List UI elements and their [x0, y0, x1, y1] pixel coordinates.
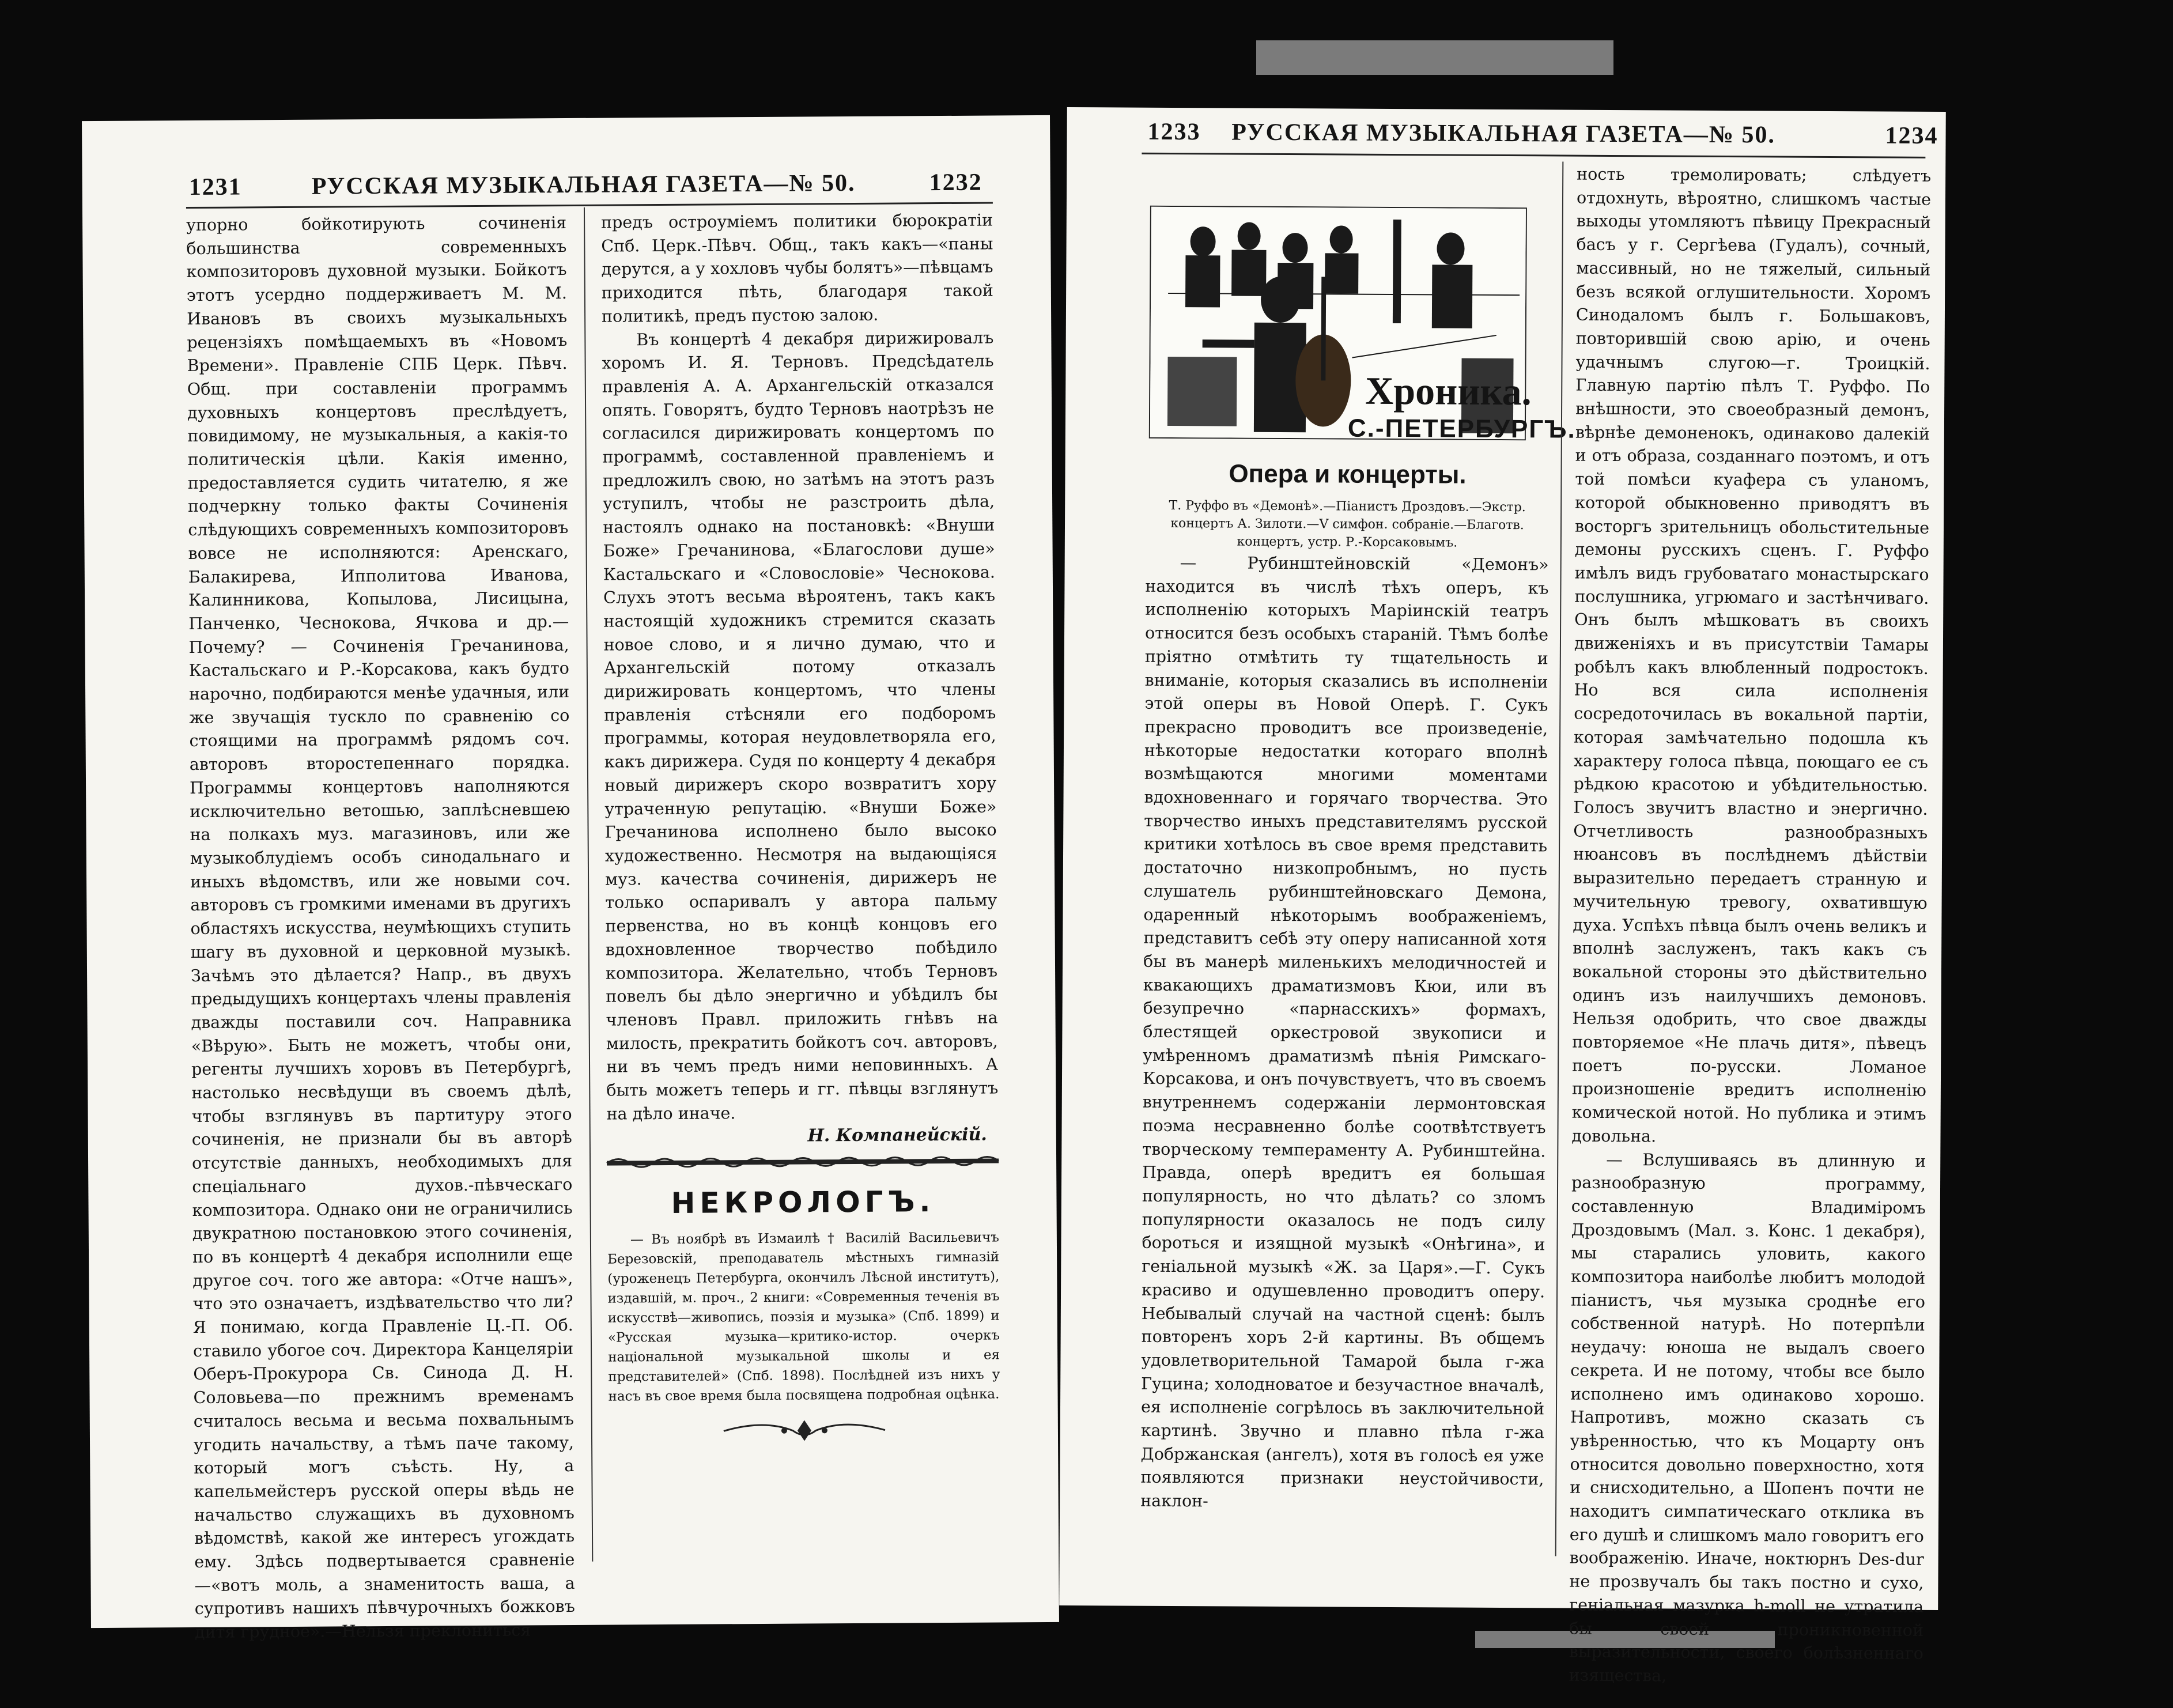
column-2-para-1: предъ остроуміемъ политики бюрократіи Спб. Церк.-Пѣвч. Общ., такъ какъ—«паны дерутся, а у хохловъ чубы болятъ»—пѣвцамъ приходится пѣть, благодаря такой политикѣ, предъ пустою залою.: [601, 210, 993, 326]
left-running-head: [82, 168, 1050, 206]
necrology-text: — Въ ноябрѣ въ Измаилѣ † Василій Васильевичъ Березовскій, преподаватель мѣстныхъ гимназій (уроженецъ Петербурга, окончилъ Лѣсной институтъ), издавшій, м. проч., 2 книги: «Современныя теченія въ искусствѣ—живопись, поэзія и музыка» (Спб. 1899) и «Русская музыка—критико-истор. очеркъ національной музыкальной школы и ея представителей» (Спб. 1898). Послѣдней изъ нихъ у насъ въ свое время была посвящена подробная оцѣнка.: [607, 1230, 1000, 1404]
column-4: [1569, 163, 1931, 1690]
column-3: [1140, 551, 1549, 1515]
page-number-1232: 1232: [929, 169, 982, 197]
page-number-1231: 1231: [188, 173, 242, 201]
author-signature: Н. Компанейскій.: [807, 1125, 987, 1146]
right-running-head: [1067, 118, 1945, 154]
newspaper-title: РУССКАЯ МУЗЫКАЛЬНАЯ ГАЗЕТА—№ 50.: [311, 169, 856, 200]
column-2-para-2: Въ концертѣ 4 декабря дирижировалъ хоромъ И. Я. Терновъ. Предсѣдатель правленія А. А. Архангельскій отказался опять. Говорятъ, будто Терновъ наотрѣзъ не согласился дирижировать концертомъ по программѣ, составленной правленіемъ и предложилъ свою, но затѣмъ на этотъ разъ уступилъ, чтобы не разстроить дѣла, настоялъ однако на постановкѣ: «Внуши Боже» Гречанинова, «Благослови душе» Кастальскаго и «Словословіе» Чеснокова. Слухъ этотъ весьма вѣроятенъ, такъ какъ настоящій художникъ стремится сказать новое слово, и я лично думаю, что и Архангельскій потому отказалъ дирижировать концертомъ, что члены правленія стѣсняли его подборомъ программы, которая неудовлетворяла его, какъ дирижера. Судя по концерту 4 декабря новый дирижеръ скоро возвратитъ хору утраченную репутацію. «Внуши Боже» Гречанинова исполнено было высоко художественно. Несмотря на выдающіяся муз. качества сочиненія, дирижеръ не только оспаривалъ у автора пальму первенства, но въ концѣ концовъ его вдохновленное творчество побѣдило композитора. Желательно, чтобъ Терновъ повелъ бы дѣло энергично и убѣдилъ бы членовъ Правл. приложить гнѣвъ на милость, прекратить бойкотъ соч. авторовъ, ни въ чемъ предъ ними неповинныхъ. А быть можетъ теперь и гг. пѣвцы взглянутъ на дѣло иначе.: [602, 328, 999, 1124]
right-page: [1059, 107, 1946, 1686]
column-4-para-2: — Вслушиваясь въ длинную и разнообразную программу, составленную Владиміромъ Дроздовымъ (Мал. з. Конс. 1 декабря), мы старались уловить, какого композитора наиболѣе любитъ молодой піанистъ, чья музыка сроднѣе его собственной натурѣ. Но потерпѣли неудачу: юноша не выдалъ своего секрета. И не потому, чтобы все было исполнено имъ одинаково хорошо. Напротивъ, можно сказать съ увѣренностью, что къ Моцарту онъ относится довольно поверхностно, хотя и сниcходительно, а Шопенъ почти не находитъ симпатическаго отклика въ его душѣ и слишкомъ мало говоритъ его воображенію. Иначе, ноктюрнъ Des-dur не прозвучалъ бы такъ постно и сухо, геніальная мазурка h-moll не утратила бы своей проникновенной выразительности, своего болѣзненнаго изящества,: [1569, 1150, 1926, 1686]
section-summary: Т. Руффо въ «Демонѣ».—Піанистъ Дроздовъ.—Экстр. концертъ А. Зилоти.—V симфон. собраніе.—Благотв. концертъ, устр. Р.-Корсаковымъ.: [1169, 498, 1526, 550]
column-3-text: — Рубинштейновскій «Демонъ» находится въ числѣ тѣхъ оперъ, къ исполненію которыхъ Маріинскій театръ относится безъ особыхъ стараній. Тѣмъ болѣе пріятно отмѣтить ту тщательность и вниманіе, которыя сказались въ исполненіи этой оперы въ Новой Оперѣ. Г. Сукъ прекрасно проводитъ все произведеніе, нѣкоторые недостатки котораго вполнѣ возмѣщаются многими моментами вдохновеннаго и горячаго творчества. Это творчество иныхъ представителямъ русской критики хотѣлось въ свое время представить достаточно низкопробнымъ, но пусть слушатель рубинштейновскаго Демона, одаренный нѣкоторымъ воображеніемъ, представитъ себѣ эту оперу написанной хотя бы въ манерѣ миленькихъ мелодичностей и квакающихъ драматизмовъ Кюи, или въ безупречно «парнасскихъ» формахъ, блестящей оркестровой звукописи и умѣренномъ драматизмѣ пѣнія Римскаго-Корсакова, и онъ почувствуетъ, что въ своемъ внутреннемъ содержаніи лермонтовская поэма несравненно болѣе соотвѣтствуетъ творческому темпераменту А. Рубинштейна. Правда, оперѣ вредитъ ея большая популярность, но что дѣлать? со зломъ популярности оказалось не подъ силу бороться и изящной музыкѣ «Онѣгина», и геніальной музыкѣ «Ж. за Царя».—Г. Сукъ красиво и одушевленно проводитъ оперу. Небывалый случай на частной сценѣ: былъ повторенъ хоръ 2-й картины. Въ общемъ удовлетворительной Тамарой была г-жа Гуцина; холодноватое и безучастное вначалѣ, ея исполненіе согрѣлось въ заключительной картинѣ. Звучно и плавно пѣла г-жа Добржанская (ангелъ), хотя въ голосѣ ея уже появляются признаки неустойчивости, наклон-: [1140, 553, 1549, 1511]
tailpiece-ornament-icon: [718, 1413, 891, 1449]
newspaper-title-right: РУССКАЯ МУЗЫКАЛЬНАЯ ГАЗЕТА—№ 50.: [1231, 119, 1776, 149]
column-4-para-1: ность тремолировать; слѣдуетъ отдохнуть, вѣроятно, слишкомъ частые выходы утомляютъ пѣвицу Прекрасный басъ у г. Сергѣева (Гудалъ), сочный, массивный, но не тяжелый, сильный безъ всякой оглушительности. Хоромъ Синодаломъ былъ г. Большаковъ, повторившій свою арію, и очень удачнымъ слугою—г. Троицкій. Главную партію пѣлъ Т. Руффо. По внѣшности, это своеобразный демонъ, вѣрнѣе демоненокъ, одинаково далекій и отъ образа, созданнаго поэтомъ, и отъ той помѣси куафера съ уланомъ, которой обыкновенно приводятъ въ восторгъ зрительницъ обольстительные демоны русскихъ сценъ. Г. Руффо имѣлъ видъ грубоватаго монастырскаго послушника, угрюмаго и застѣнчиваго. Онъ былъ мѣшковатъ въ своихъ движеніяхъ и въ присутствіи Тамары робѣлъ какъ влюбленный подростокъ. Но вся сила исполненія сосредоточилась въ вокальной партіи, которая замѣчательно подошла къ характеру голоса пѣвца, поющаго ее съ рѣдкою красотою и убѣдительностью. Голосъ звучитъ властно и энергично. Отчетливость разнообразныхъ нюансовъ въ послѣднемъ дѣйствіи выразительно передаетъ странную и мучительную тревогу, охватившую духа. Успѣхъ пѣвца былъ очень великъ и вполнѣ заслуженъ, такъ какъ съ вокальной стороны это дѣйствительно одинъ изъ наилучшихъ демоновъ. Нельзя одобрить, что свое дважды повторяемое «Не плачь дитя», пѣвецъ поетъ по-русски. Ломаное произношеніе вредитъ исполненію комической нотой. Но публика и этимъ довольна.: [1571, 164, 1932, 1146]
column-divider: [584, 207, 593, 1562]
column-1: [186, 211, 575, 1645]
column-1-text: упорно бойкотирують сочиненія большинства современныхъ композиторовъ духовной музыки. Бойкотъ этотъ усердно поддерживаетъ М. М. Ивановъ въ своихъ музыкальныхъ рецензіяхъ помѣщаемыхъ въ «Новомъ Времени». Правленіе СПБ Церк. Пѣвч. Общ. при составленіи программъ духовныхъ концертовъ преслѣдуетъ, повидимому, не музыкальныя, а какія-то политическія цѣли. Какія именно, предоставляется судить читателю, я же подчеркну только факты Сочиненія слѣдующихъ современныхъ композиторовъ вовсе не исполняются: Аренскаго, Балакирева, Ипполитова Иванова, Калинникова, Копылова, Лисицына, Панченко, Чеснокова, Ячкова и др.—Почему? — Сочиненія Гречанинова, Кастальскаго и Р.-Корсакова, какъ будто нарочно, подбираются менѣе удачныя, или же звучащія тускло по сравненію со стоящими на программѣ рядомъ соч. авторовъ второстепеннаго порядка. Программы концертовъ наполняются исключительно ветошью, заплѣсневшею на полкахъ муз. магазиновъ, или же музыкоблудіемъ особъ синодальнаго и иныхъ вѣдомствъ, или же новыми соч. авторовъ съ громкими именами въ другихъ областяхъ искусства, неумѣющихъ ступить шагу въ духовной и церковной музыкѣ. Зачѣмъ это дѣлается? Напр., въ двухъ предыдущихъ концертахъ члены правленія дважды поставили соч. Направника «Вѣрую». Быть не можетъ, чтобы они, регенты лучшихъ хоровъ въ Петербургѣ, настолько несвѣдущи въ своемъ дѣлѣ, чтобы взглянувъ въ партитуру этого сочиненія, не признали бы въ авторѣ отсутствіе данныхъ, необходимыхъ для спеціальнаго духов.-пѣвческаго композитора. Однако они не ограничились двукратною постановкою этого сочиненія, по въ концертѣ 4 декабря исполнили еще другое соч. того же автора: «Отче нашъ», что это означаетъ, издѣвательство что ли? Я понимаю, когда Правленіе Ц.-П. Об. ставило убогое соч. Директора Канцеляріи Оберъ-Прокурора Св. Синода Д. Н. Соловьева—по прежнимъ временамъ считалось весьма и весьма похвальнымъ угодить начальству, а тѣмъ паче такому, который могъ съѣсть. Ну, а капельмейстеръ русской оперы вѣдь не начальство служащихъ въ духовномъ вѣдомствѣ, какой же интересъ угождать ему. Здѣсь подвертывается сравненіе—«вотъ моль, а знаменитость ваша, а супротивъ нашихъ пѣвчурочныхъ божковъ дитя грудное».—Нельзя преклониться: [186, 213, 575, 1642]
ornamental-divider: [607, 1152, 999, 1171]
scan-edge-noise-top: [1256, 40, 1613, 75]
section-title: Опера и концерты.: [1229, 459, 1467, 489]
necrology-text-block: [607, 1227, 1000, 1406]
column-2: [601, 209, 999, 1150]
left-page: [82, 115, 1059, 1642]
page-number-1233: 1233: [1147, 118, 1201, 146]
city-heading: С.-ПЕТЕРБУРГЪ.: [1347, 414, 1576, 444]
chronicle-heading: Хроника.: [1365, 368, 1532, 414]
page-number-1234: 1234: [1885, 122, 1938, 149]
column-divider-right: [1555, 162, 1564, 1556]
necrology-title: НЕКРОЛОГЪ.: [671, 1185, 935, 1220]
